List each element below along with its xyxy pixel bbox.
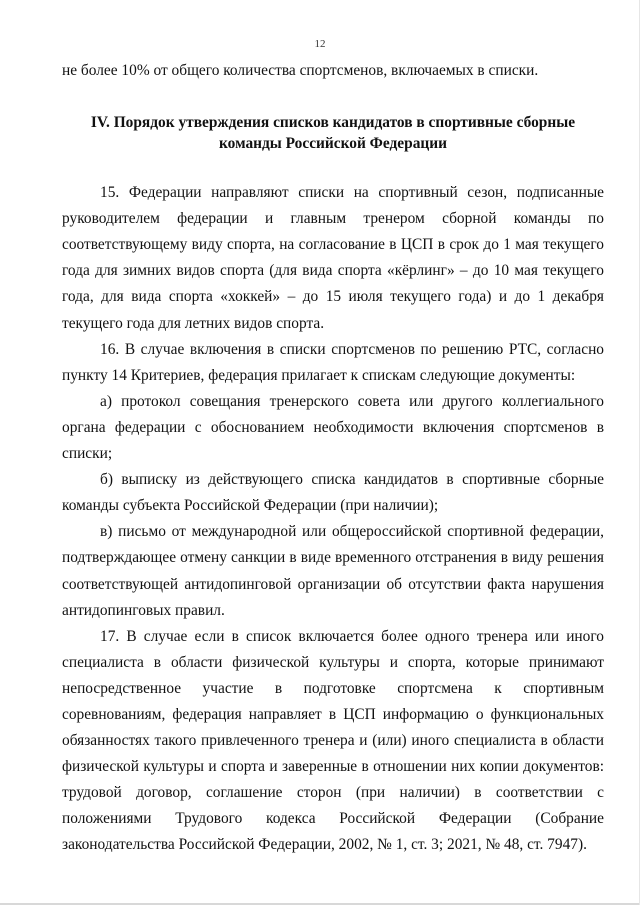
document-body <box>62 58 604 859</box>
page-number: 12 <box>314 38 326 50</box>
paragraph-17: 17. В случае если в список включается более одного тренера или иного специалиста в области физической культуры и спорта, которые принимают непосредственное участие в подготовке спортсмена к спортивным соревнованиям, федерация направляет в ЦСП информацию о функциональных обязанностях такого привлеченного тренера и (или) иного специалиста в области физической культуры и спорта и заверенные в отношении них копии документов: трудовой договор, соглашение сторон (при наличии) в соответствии с положениями Трудового кодекса Российской Федерации (Собрание законодательства Российской Федерации, 2002, № 1, ст. 3; 2021, № 48, ст. 7947). <box>62 627 604 854</box>
paragraph-16-item-b: б) выписку из действующего списка кандидатов в спортивные сборные команды субъекта Российской Федерации (при наличии); <box>62 471 604 515</box>
paragraph-16: 16. В случае включения в списки спортсменов по решению РТС, согласно пункту 14 Критериев, федерация прилагает к спискам следующие документы: <box>62 340 604 384</box>
paragraph-16-item-c: в) письмо от международной или общероссийской спортивной федерации, подтверждающее отмену санкции в виде временного отстранения в виду решения соответствующей антидопинговой организации об отсутствии факта нарушения антидопинговых правил. <box>62 523 604 619</box>
continuation-text: не более 10% от общего количества спортсменов, включаемых в списки. <box>62 62 539 79</box>
section-heading: IV. Порядок утверждения списков кандидатов в спортивные сборные команды Российской Федерации <box>90 114 576 153</box>
paragraph-15: 15. Федерации направляют списки на спортивный сезон, подписанные руководителем федерации и главным тренером сборной команды по соответствующему виду спорта, на согласование в ЦСП в срок до 1 мая текущего года для зимних видов спорта (для вида спорта «кёрлинг» – до 10 мая текущего года, для вида спорта «хоккей» – до 15 июля текущего года) и до 1 декабря текущего года для летних видов спорта. <box>62 184 604 332</box>
paragraph-16-item-a: а) протокол совещания тренерского совета или другого коллегиального органа федерации с обоснованием необходимости включения спортсменов в списки; <box>62 392 604 463</box>
